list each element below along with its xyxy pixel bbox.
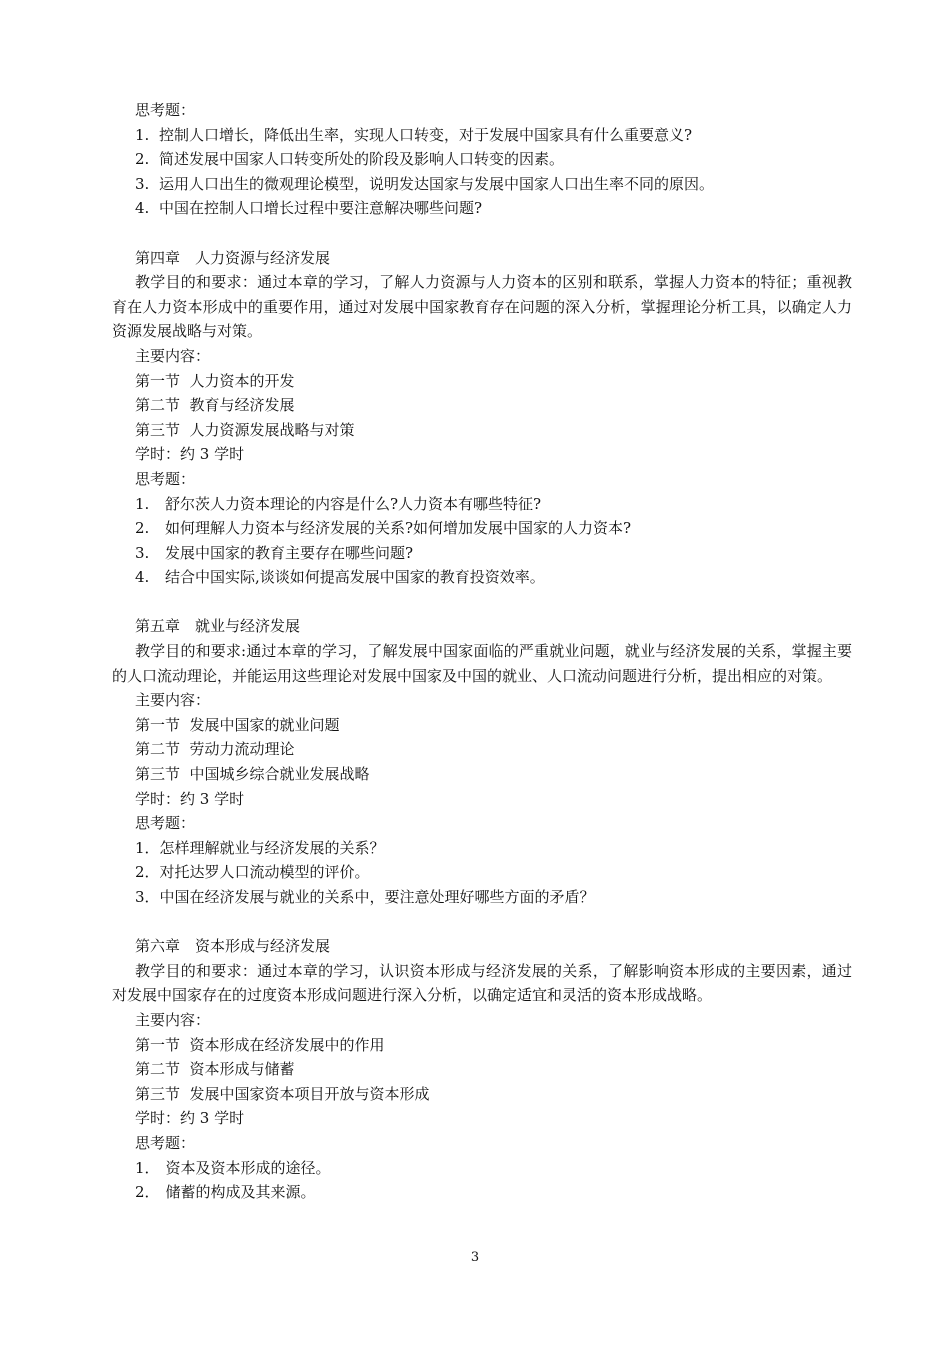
section-item: 第二节 资本形成与储蓄 xyxy=(135,1060,295,1079)
questions-heading: 思考题： xyxy=(135,1133,196,1152)
question-item: 3．中国在经济发展与就业的关系中，要注意处理好哪些方面的矛盾？ xyxy=(135,888,595,906)
question-item: 2. 简述发展中国家人口转变所处的阶段及影响人口转变的因素。 xyxy=(135,150,565,169)
chapter-title: 第五章 就业与经济发展 xyxy=(135,617,301,636)
section-item: 第三节 人力资源发展战略与对策 xyxy=(135,420,355,439)
question-item: 4. 中国在控制人口增长过程中要注意解决哪些问题? xyxy=(135,199,483,218)
question-item: 1． 资本及资本形成的途径。 xyxy=(135,1158,331,1177)
question-item: 2. 如何理解人力资本与经济发展的关系?如何增加发展中国家的人力资本? xyxy=(135,519,632,538)
question-item: 2． 储蓄的构成及其来源。 xyxy=(135,1183,316,1202)
question-item: 3. 发展中国家的教育主要存在哪些问题? xyxy=(135,543,414,562)
spacer xyxy=(112,221,852,246)
spacer xyxy=(112,590,852,615)
hours-label: 学时：约 3 学时 xyxy=(135,445,245,464)
section-item: 第二节 教育与经济发展 xyxy=(135,396,295,415)
section-item: 第一节 人力资本的开发 xyxy=(135,371,295,390)
questions-heading: 思考题： xyxy=(135,101,196,119)
section-item: 第二节 劳动力流动理论 xyxy=(135,740,295,759)
section-item: 第三节 发展中国家资本项目开放与资本形成 xyxy=(135,1084,430,1103)
page-content xyxy=(112,98,852,1205)
content-label: 主要内容： xyxy=(135,1010,211,1029)
chapter-goal: 教学目的和要求：通过本章的学习，了解人力资源与人力资本的区别和联系，掌握人力资本的特征；重视教育在人力资本形成中的重要作用，通过对发展中国家教育存在问题的深入分析，掌握理论分析工具，以确定人力资源发展战略与对策。 xyxy=(112,273,852,341)
chapter-title: 第四章 人力资源与经济发展 xyxy=(135,248,331,267)
spacer xyxy=(112,910,852,935)
section-item: 第一节 资本形成在经济发展中的作用 xyxy=(135,1035,385,1054)
chapter-goal: 教学目的和要求：通过本章的学习，认识资本形成与经济发展的关系，了解影响资本形成的主要因素，通过对发展中国家存在的过度资本形成问题进行深入分析，以确定适宜和灵活的资本形成战略。 xyxy=(112,961,852,1005)
question-item: 4. 结合中国实际,谈谈如何提高发展中国家的教育投资效率。 xyxy=(135,568,545,587)
chapter-goal: 教学目的和要求:通过本章的学习，了解发展中国家面临的严重就业问题，就业与经济发展的关系，掌握主要的人口流动理论，并能运用这些理论对发展中国家及中国的就业、人口流动问题进行分析，提出相应的对策。 xyxy=(112,642,852,685)
question-item: 2．对托达罗人口流动模型的评价。 xyxy=(135,863,370,882)
questions-heading: 思考题： xyxy=(135,814,196,833)
question-item: 3. 运用人口出生的微观理论模型，说明发达国家与发展中国家人口出生率不同的原因。 xyxy=(135,174,715,193)
hours-label: 学时：约 3 学时 xyxy=(135,789,245,808)
questions-heading: 思考题： xyxy=(135,469,196,488)
question-item: 1. 舒尔茨人力资本理论的内容是什么?人力资本有哪些特征? xyxy=(135,494,542,513)
question-item: 1. 控制人口增长，降低出生率，实现人口转变，对于发展中国家具有什么重要意义? xyxy=(135,125,693,144)
hours-label: 学时：约 3 学时 xyxy=(135,1109,245,1128)
section-item: 第三节 中国城乡综合就业发展战略 xyxy=(135,765,370,784)
content-label: 主要内容： xyxy=(135,691,211,710)
content-label: 主要内容： xyxy=(135,346,211,365)
question-item: 1．怎样理解就业与经济发展的关系？ xyxy=(135,838,385,857)
page-number: 3 xyxy=(470,1250,480,1265)
section-item: 第一节 发展中国家的就业问题 xyxy=(135,715,340,734)
chapter-title: 第六章 资本形成与经济发展 xyxy=(135,937,331,956)
